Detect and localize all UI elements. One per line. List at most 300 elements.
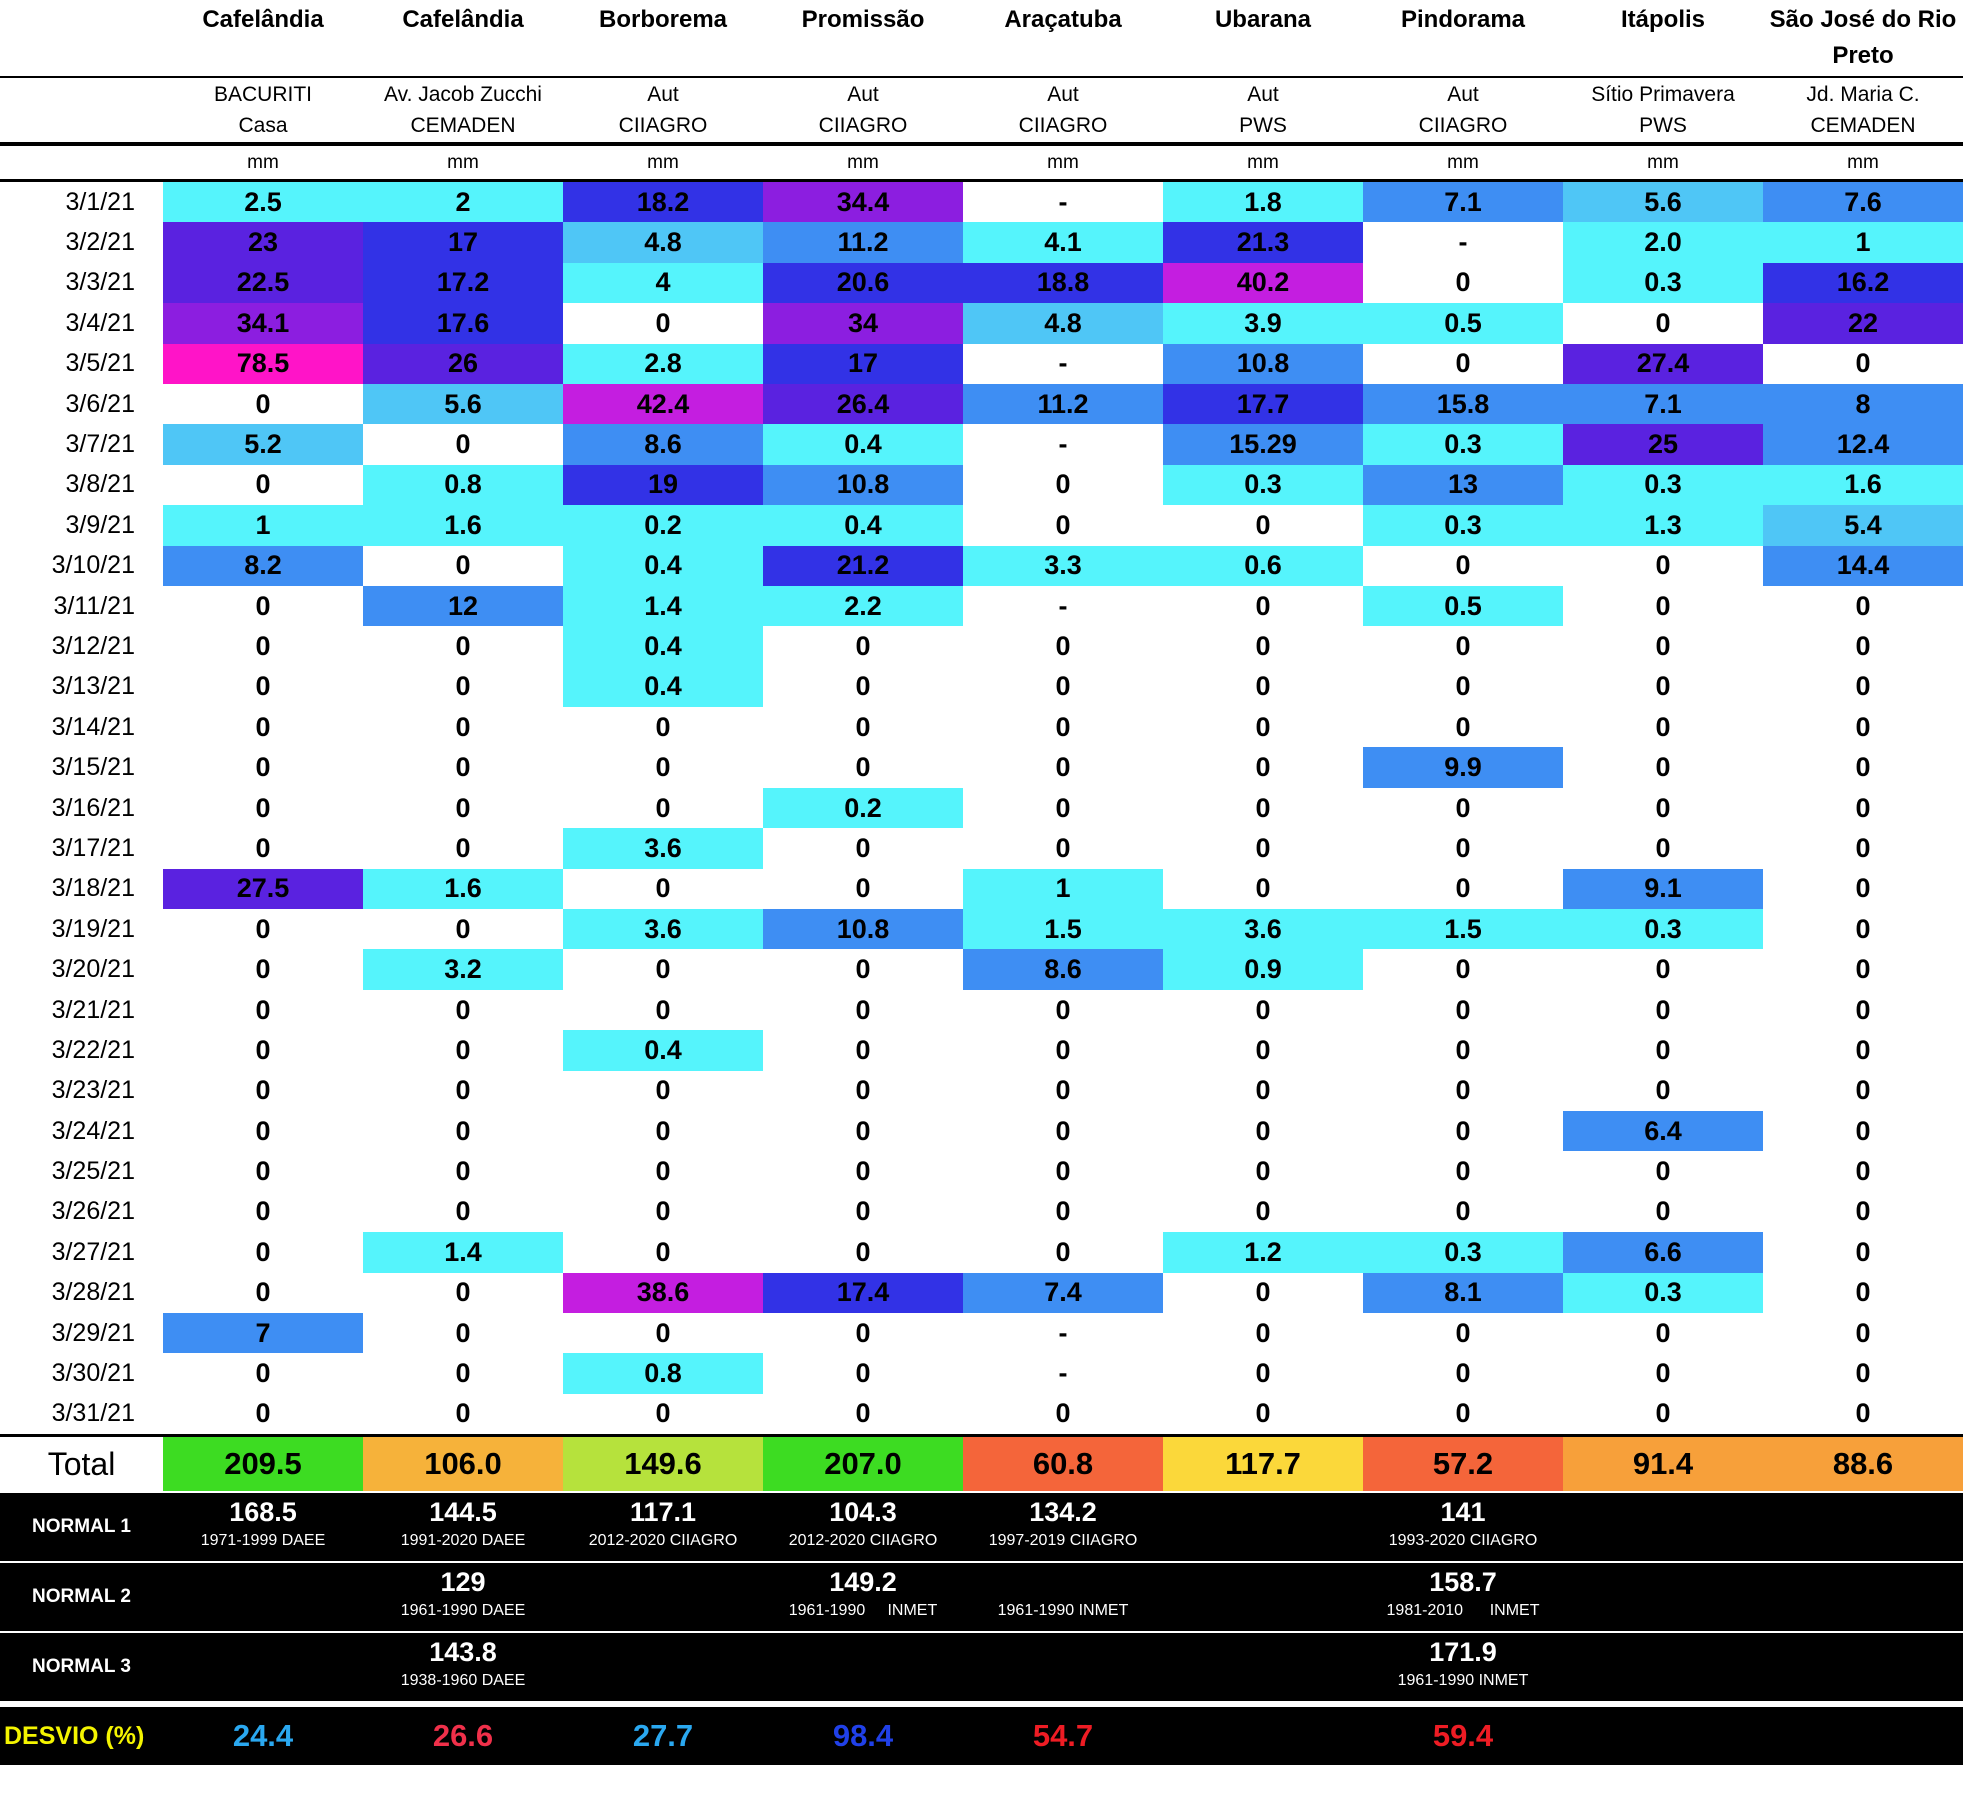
table-row [0, 949, 1963, 989]
station-city: Ubarana [1214, 6, 1312, 33]
date-cell: 3/22/21 [51, 1035, 135, 1064]
total-cell: 149.6 [563, 1436, 763, 1493]
rain-cell: 0 [1763, 949, 1963, 989]
station-line2: CIIAGRO [618, 114, 708, 137]
desvio-cell: 54.7 [963, 1704, 1163, 1765]
rain-cell: 0 [563, 990, 763, 1030]
date-cell: 3/29/21 [51, 1318, 135, 1347]
table-row [0, 465, 1963, 505]
rain-cell: 0 [163, 707, 363, 747]
rain-cell: 0 [1163, 1151, 1363, 1191]
desvio-cell [1563, 1704, 1763, 1765]
normal-value [163, 1565, 363, 1599]
station-source [1363, 77, 1563, 144]
rain-cell: 0 [363, 424, 563, 464]
date-cell: 3/5/21 [65, 349, 135, 378]
date-cell: 3/18/21 [51, 874, 135, 903]
rain-cell: 2.2 [763, 586, 963, 626]
rain-cell: 0 [763, 990, 963, 1030]
rain-cell: 0 [1763, 667, 1963, 707]
rain-cell: 0 [963, 1192, 1163, 1232]
rain-cell: 0 [1763, 1353, 1963, 1393]
rain-cell: 1 [1763, 222, 1963, 262]
normal-value: 143.8 [429, 1637, 497, 1668]
date-cell: 3/16/21 [51, 793, 135, 822]
normal-value [1163, 1565, 1363, 1599]
normal-cell [963, 1492, 1163, 1562]
normal-source: 1961-1990 INMET [997, 1602, 1129, 1620]
rain-cell: 1.8 [1163, 181, 1363, 223]
rain-cell: 0 [163, 626, 363, 666]
total-cell: 117.7 [1163, 1436, 1363, 1493]
rain-cell: 0 [363, 667, 563, 707]
rain-cell: 0 [1163, 1030, 1363, 1070]
rain-cell: 0 [763, 1111, 963, 1151]
rain-cell: 26 [363, 344, 563, 384]
table-row [0, 909, 1963, 949]
rain-cell: 0 [563, 949, 763, 989]
date-cell: 3/26/21 [51, 1197, 135, 1226]
rain-cell: 0.3 [1563, 465, 1763, 505]
table-row [0, 546, 1963, 586]
station-unit: mm [563, 144, 763, 181]
rain-cell: 0 [163, 747, 363, 787]
rain-cell: 0 [963, 788, 1163, 828]
rain-cell: 0 [563, 1151, 763, 1191]
rain-cell: 0 [1763, 707, 1963, 747]
rain-cell: 0 [1763, 1232, 1963, 1272]
station-line2: Casa [238, 114, 288, 137]
rain-cell: 0 [1163, 1394, 1363, 1436]
date-cell: 3/8/21 [65, 470, 135, 499]
rain-cell: 7.1 [1563, 384, 1763, 424]
station-unit: mm [1563, 144, 1763, 181]
rain-cell: - [963, 424, 1163, 464]
rain-cell: 12.4 [1763, 424, 1963, 464]
desvio-row [0, 1704, 1963, 1765]
station-line2: CEMADEN [1810, 114, 1916, 137]
normal-value [1763, 1565, 1963, 1599]
normal-cell [1163, 1562, 1363, 1632]
rain-cell: 15.29 [1163, 424, 1363, 464]
rain-cell: 17.2 [363, 263, 563, 303]
rain-cell: 0 [1763, 788, 1963, 828]
rain-cell: 0 [763, 707, 963, 747]
station-unit: mm [363, 144, 563, 181]
normal-cell [963, 1562, 1163, 1632]
rain-cell: 8 [1763, 384, 1963, 424]
table-row [0, 181, 1963, 223]
date-cell: 3/3/21 [65, 268, 135, 297]
normal-value [563, 1635, 763, 1669]
station-unit: mm [163, 144, 363, 181]
rain-cell: 0 [1763, 828, 1963, 868]
normal-source: 1961-1990 DAEE [400, 1602, 526, 1620]
rain-cell: 9.9 [1363, 747, 1563, 787]
rain-cell: 0 [763, 869, 963, 909]
normal-value [163, 1635, 363, 1669]
corner-cell [0, 0, 163, 77]
rain-cell: 0 [1363, 869, 1563, 909]
rain-cell: - [963, 344, 1163, 384]
rain-cell: 0 [1763, 1030, 1963, 1070]
rain-cell: 0 [363, 1353, 563, 1393]
rain-cell: 0 [1763, 1273, 1963, 1313]
table-row [0, 1353, 1963, 1393]
normal-source: 1993-2020 CIIAGRO [1388, 1532, 1538, 1550]
rain-cell: 17.6 [363, 303, 563, 343]
table-row [0, 626, 1963, 666]
date-cell: 3/14/21 [51, 712, 135, 741]
station-unit: mm [763, 144, 963, 181]
rain-cell: 7 [163, 1313, 363, 1353]
normal-source: 1938-1960 DAEE [400, 1672, 526, 1690]
rain-cell: 0 [363, 788, 563, 828]
rain-cell: 9.1 [1563, 869, 1763, 909]
table-row [0, 707, 1963, 747]
normal-value: 117.1 [629, 1497, 697, 1528]
station-line1: Av. Jacob Zucchi [384, 83, 542, 106]
rain-cell: 0 [163, 909, 363, 949]
rain-cell: 0 [1163, 707, 1363, 747]
rain-cell: 0.4 [563, 1030, 763, 1070]
rain-cell: 0 [363, 626, 563, 666]
station-source [163, 77, 363, 144]
station-line2: PWS [1239, 114, 1287, 137]
rain-cell: 1.3 [1563, 505, 1763, 545]
rain-cell: 0 [563, 869, 763, 909]
rain-cell: 5.2 [163, 424, 363, 464]
rain-cell: 2.5 [163, 181, 363, 223]
rain-cell: 22.5 [163, 263, 363, 303]
rain-cell: 0 [963, 1071, 1163, 1111]
normal-value: 171.9 [1429, 1637, 1497, 1668]
rain-cell: 0.3 [1163, 465, 1363, 505]
desvio-cell: 98.4 [763, 1704, 963, 1765]
rain-cell: 12 [363, 586, 563, 626]
rain-cell: 0 [1563, 1313, 1763, 1353]
rain-cell: 4.1 [963, 222, 1163, 262]
rain-cell: 0.5 [1363, 303, 1563, 343]
rain-cell: 0 [963, 1394, 1163, 1436]
normal-cell [763, 1632, 963, 1704]
table-row [0, 1313, 1963, 1353]
rain-cell: 0.2 [763, 788, 963, 828]
table-row [0, 263, 1963, 303]
total-cell: 88.6 [1763, 1436, 1963, 1493]
rain-cell: 2 [363, 181, 563, 223]
rain-cell: 0 [163, 1353, 363, 1393]
total-label: Total [0, 1436, 163, 1493]
normal-row [0, 1562, 1963, 1632]
table-row [0, 303, 1963, 343]
normal-value [963, 1565, 1163, 1599]
rain-cell: 0 [1163, 828, 1363, 868]
normal-cell [1563, 1562, 1763, 1632]
date-cell: 3/6/21 [65, 389, 135, 418]
rain-cell: 0 [1163, 1192, 1363, 1232]
rain-cell: 3.6 [563, 909, 763, 949]
rain-cell: 1.4 [363, 1232, 563, 1272]
station-source [563, 77, 763, 144]
rain-cell: 40.2 [1163, 263, 1363, 303]
normal-cell [1763, 1562, 1963, 1632]
station-source [1563, 77, 1763, 144]
rain-cell: 0 [1163, 747, 1363, 787]
rain-cell: 0 [763, 828, 963, 868]
rain-cell: 0 [763, 667, 963, 707]
table-row [0, 344, 1963, 384]
rain-cell: 0 [1163, 667, 1363, 707]
rain-cell: 0 [363, 1071, 563, 1111]
rain-cell: 14.4 [1763, 546, 1963, 586]
rain-cell: 0 [1563, 949, 1763, 989]
corner-cell [0, 144, 163, 181]
rain-cell: 20.6 [763, 263, 963, 303]
station-source [363, 77, 563, 144]
rain-cell: 0 [763, 1071, 963, 1111]
rain-cell: 1 [163, 505, 363, 545]
date-cell: 3/31/21 [51, 1399, 135, 1428]
rain-cell: 78.5 [163, 344, 363, 384]
date-cell: 3/25/21 [51, 1157, 135, 1186]
rain-cell: 0 [1563, 667, 1763, 707]
rain-cell: 3.3 [963, 546, 1163, 586]
rain-cell: 0.9 [1163, 949, 1363, 989]
station-header-row [0, 77, 1963, 144]
desvio-cell: 27.7 [563, 1704, 763, 1765]
table-row [0, 869, 1963, 909]
normal-value: 104.3 [829, 1497, 897, 1528]
rain-cell: 0 [363, 1313, 563, 1353]
rain-cell: 0 [763, 1030, 963, 1070]
rain-cell: 0 [963, 990, 1163, 1030]
normal-source: 1961-1990 INMET [1397, 1672, 1529, 1690]
rain-cell: 0 [1363, 949, 1563, 989]
rain-cell: 8.6 [563, 424, 763, 464]
rain-cell: 0 [763, 1151, 963, 1191]
normal-value: 144.5 [429, 1497, 497, 1528]
rain-cell: 0 [563, 1071, 763, 1111]
station-city: Borborema [598, 6, 728, 33]
rain-cell: 8.2 [163, 546, 363, 586]
rain-cell: 0 [963, 465, 1163, 505]
rain-cell: 0 [963, 667, 1163, 707]
normal-cell [1363, 1632, 1563, 1704]
rain-cell: 10.8 [1163, 344, 1363, 384]
rain-cell: 0 [1363, 263, 1563, 303]
rain-cell: 10.8 [763, 465, 963, 505]
total-cell: 60.8 [963, 1436, 1163, 1493]
total-cell: 106.0 [363, 1436, 563, 1493]
normal-cell [763, 1562, 963, 1632]
rain-cell: 11.2 [963, 384, 1163, 424]
normal-source: 1971-1999 DAEE [200, 1532, 326, 1550]
rain-cell: 0 [1363, 1030, 1563, 1070]
rain-cell: 0 [1563, 1151, 1763, 1191]
station-unit: mm [1363, 144, 1563, 181]
station-line1: Aut [1447, 83, 1479, 106]
normal-label: NORMAL 3 [0, 1632, 163, 1704]
rain-cell: 1.2 [1163, 1232, 1363, 1272]
rain-cell: 0 [963, 1232, 1163, 1272]
station-line1: Sítio Primavera [1591, 83, 1735, 106]
rain-cell: 0 [1763, 869, 1963, 909]
rain-cell: 0 [763, 1192, 963, 1232]
rain-cell: 0 [1163, 788, 1363, 828]
rain-cell: 0 [563, 1394, 763, 1436]
date-cell: 3/23/21 [51, 1076, 135, 1105]
rain-cell: 0 [1363, 1394, 1563, 1436]
station-line1: Aut [647, 83, 679, 106]
rain-cell: - [1363, 222, 1563, 262]
rain-cell: 0 [1563, 586, 1763, 626]
rain-cell: 18.2 [563, 181, 763, 223]
rain-cell: 0 [763, 1232, 963, 1272]
rain-cell: 0 [1763, 626, 1963, 666]
normal-value [1563, 1565, 1763, 1599]
table-row [0, 586, 1963, 626]
rain-cell: 17 [763, 344, 963, 384]
rain-cell: 15.8 [1363, 384, 1563, 424]
rain-cell: 0 [1163, 869, 1363, 909]
station-line1: Jd. Maria C. [1806, 83, 1920, 106]
rain-cell: 0 [1763, 1313, 1963, 1353]
rain-cell: 0 [1563, 1071, 1763, 1111]
unit-header-row [0, 144, 1963, 181]
station-source [963, 77, 1163, 144]
rain-cell: 1.6 [363, 869, 563, 909]
normal-cell [1163, 1632, 1363, 1704]
normal-cell [763, 1492, 963, 1562]
rain-cell: - [963, 586, 1163, 626]
station-line1: Aut [1247, 83, 1279, 106]
rain-cell: 25 [1563, 424, 1763, 464]
rain-cell: 34.1 [163, 303, 363, 343]
rain-cell: 0 [1763, 1394, 1963, 1436]
station-line2: CIIAGRO [1418, 114, 1508, 137]
station-city: Cafelândia [202, 6, 324, 33]
rain-cell: 0 [963, 1151, 1163, 1191]
total-cell: 91.4 [1563, 1436, 1763, 1493]
normal-value [1163, 1495, 1363, 1529]
station-city: São José do Rio Preto [1769, 6, 1957, 69]
rain-cell: 1.5 [963, 909, 1163, 949]
normal-value [1563, 1635, 1763, 1669]
rain-cell: 8.1 [1363, 1273, 1563, 1313]
normal-value: 141 [1440, 1497, 1486, 1528]
date-cell: 3/30/21 [51, 1359, 135, 1388]
rain-cell: 0.3 [1363, 1232, 1563, 1272]
rain-cell: - [963, 1353, 1163, 1393]
station-line2: CIIAGRO [1018, 114, 1108, 137]
rain-cell: 0 [1763, 344, 1963, 384]
date-cell: 3/19/21 [51, 914, 135, 943]
rain-cell: 0.2 [563, 505, 763, 545]
table-row [0, 1151, 1963, 1191]
desvio-cell [1763, 1704, 1963, 1765]
total-row [0, 1436, 1963, 1493]
rain-cell: 0 [1363, 344, 1563, 384]
normal-value: 129 [440, 1567, 486, 1598]
normal-cell [363, 1562, 563, 1632]
rain-cell: 0 [1363, 626, 1563, 666]
rain-cell: 0 [1563, 747, 1763, 787]
rain-cell: 0.3 [1363, 424, 1563, 464]
rain-cell: 0 [1563, 626, 1763, 666]
rain-cell: 1.5 [1363, 909, 1563, 949]
rain-cell: 0 [963, 1030, 1163, 1070]
date-cell: 3/7/21 [65, 430, 135, 459]
date-cell: 3/4/21 [65, 308, 135, 337]
rain-cell: 4 [563, 263, 763, 303]
total-cell: 207.0 [763, 1436, 963, 1493]
date-cell: 3/20/21 [51, 955, 135, 984]
rain-cell: 0 [1363, 546, 1563, 586]
rain-cell: 0 [1163, 1273, 1363, 1313]
rain-cell: 0 [1563, 1030, 1763, 1070]
date-cell: 3/1/21 [65, 187, 135, 216]
station-source [763, 77, 963, 144]
rain-cell: 0 [1163, 586, 1363, 626]
rain-cell: 7.1 [1363, 181, 1563, 223]
table-row [0, 1071, 1963, 1111]
rain-cell: 0.5 [1363, 586, 1563, 626]
rain-cell: 3.6 [1163, 909, 1363, 949]
rain-cell: 0.4 [563, 626, 763, 666]
rain-cell: 0 [1163, 1111, 1363, 1151]
rain-cell: 0.3 [1563, 263, 1763, 303]
rain-cell: 0 [1163, 505, 1363, 545]
rain-cell: 1 [963, 869, 1163, 909]
rain-cell: 0.4 [763, 505, 963, 545]
normal-value [1763, 1635, 1963, 1669]
rain-cell: 0 [563, 1232, 763, 1272]
rain-cell: 0 [1763, 1151, 1963, 1191]
rain-cell: 0 [363, 1192, 563, 1232]
rain-cell: 0 [163, 1394, 363, 1436]
normal-label: NORMAL 1 [0, 1492, 163, 1562]
rain-cell: 18.8 [963, 263, 1163, 303]
rain-cell: 0 [963, 505, 1163, 545]
rain-cell: 0.3 [1363, 505, 1563, 545]
normal-value: 149.2 [829, 1567, 897, 1598]
rain-cell: 21.2 [763, 546, 963, 586]
rain-cell: 1.6 [363, 505, 563, 545]
station-city: Itápolis [1620, 6, 1705, 33]
rain-cell: 0 [563, 707, 763, 747]
rain-cell: 23 [163, 222, 363, 262]
station-city: Araçatuba [1004, 6, 1122, 33]
normal-cell [1563, 1632, 1763, 1704]
date-cell: 3/24/21 [51, 1116, 135, 1145]
rain-cell: - [963, 181, 1163, 223]
rain-cell: 0 [163, 1151, 363, 1191]
normal-value [1563, 1495, 1763, 1529]
date-cell: 3/27/21 [51, 1237, 135, 1266]
rain-cell: 0 [163, 788, 363, 828]
table-row [0, 222, 1963, 262]
rain-cell: 0 [1563, 546, 1763, 586]
station-unit: mm [1763, 144, 1963, 181]
rain-cell: 0 [1163, 990, 1363, 1030]
rain-cell: 4.8 [963, 303, 1163, 343]
rain-cell: 0 [1163, 1353, 1363, 1393]
station-line1: Aut [847, 83, 879, 106]
rain-cell: 27.5 [163, 869, 363, 909]
table-row [0, 1394, 1963, 1436]
normal-cell [1563, 1492, 1763, 1562]
